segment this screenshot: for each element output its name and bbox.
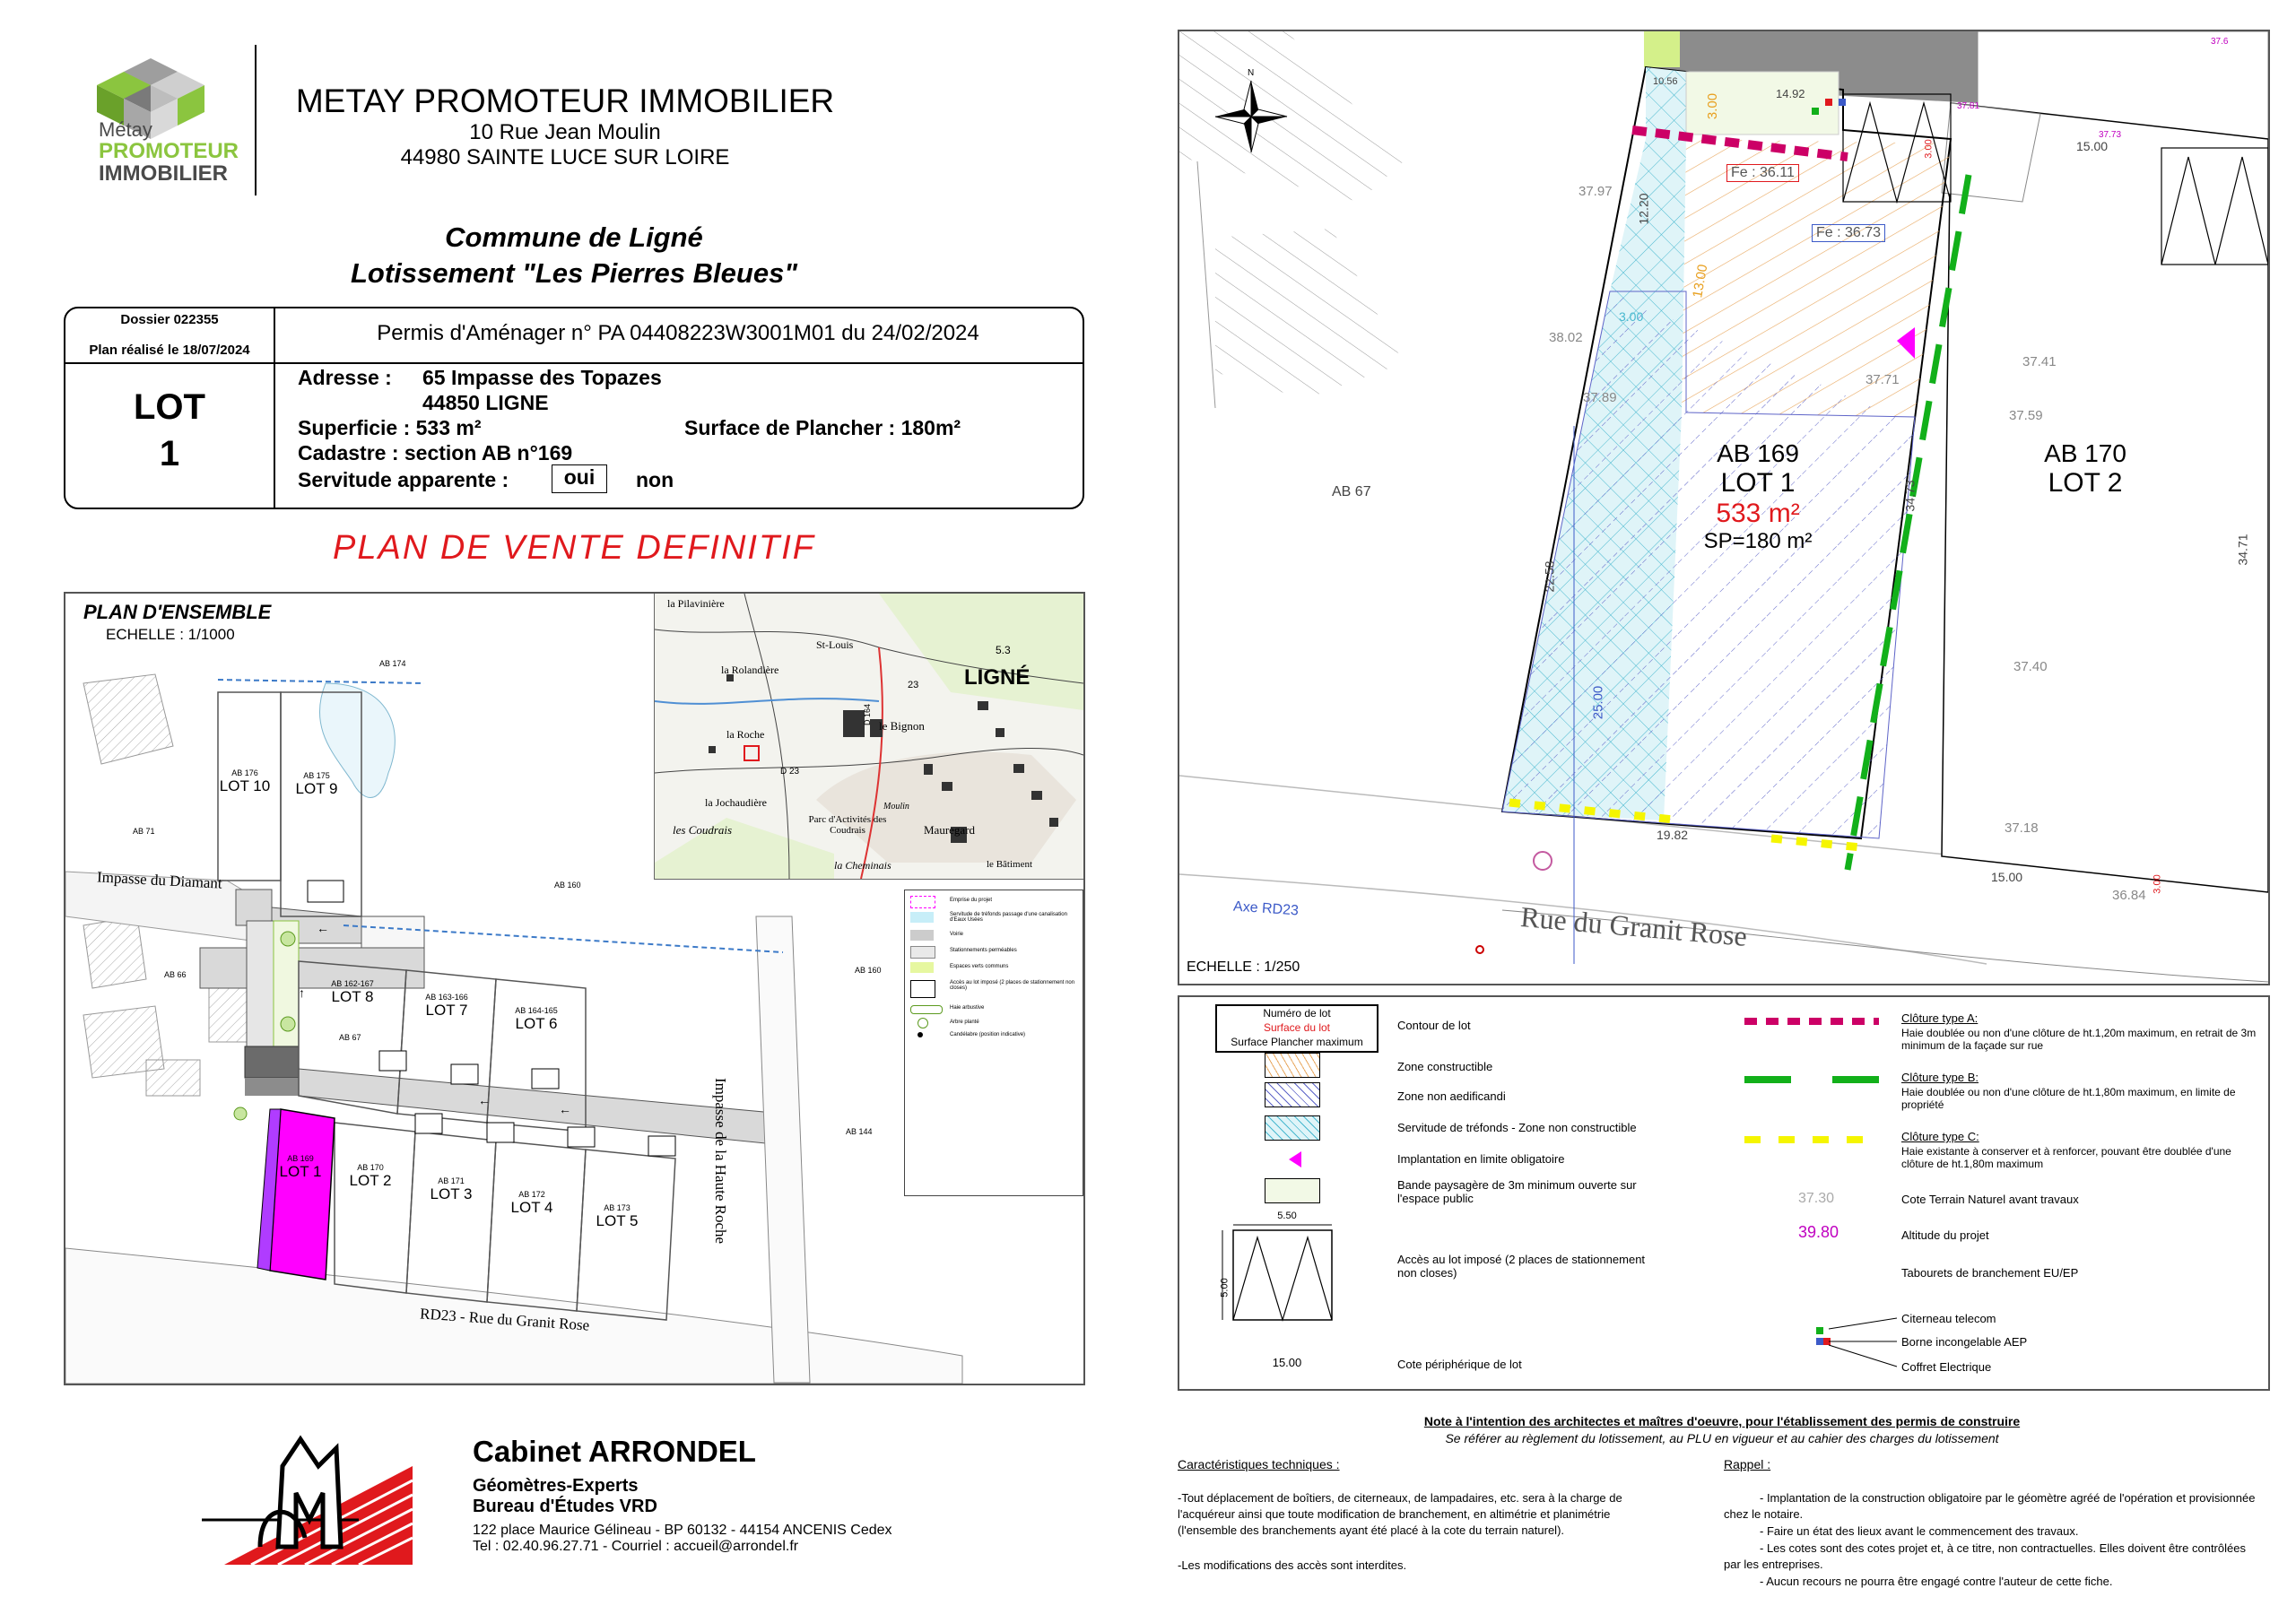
alt-10: 37.81 bbox=[1957, 101, 1980, 111]
alt-5: 37.41 bbox=[2022, 354, 2057, 369]
logo-text-metay: Métay bbox=[99, 118, 152, 141]
dim-2: 12.20 bbox=[1636, 193, 1651, 225]
servitude-label: Servitude apparente : bbox=[298, 468, 509, 491]
promoter-street: 10 Rue Jean Moulin bbox=[469, 120, 661, 144]
map-place-bignon: le Bignon bbox=[879, 719, 925, 733]
legend-servitude: Servitude de tréfonds - Zone non constructible bbox=[1397, 1121, 1637, 1134]
tech-p2: -Les modifications des accès sont interdites. bbox=[1178, 1558, 1407, 1572]
legend-implantation-icon bbox=[1289, 1151, 1301, 1167]
cadastre: Cadastre : section AB n°169 bbox=[298, 441, 573, 464]
ensemble-lot1 bbox=[270, 1109, 335, 1280]
rappel-2: - Faire un état des lieux avant le commencement des travaux. bbox=[1760, 1524, 2079, 1538]
map-place-cheminais: la Cheminais bbox=[834, 859, 891, 872]
detail-lot1-ref: AB 169 bbox=[1717, 439, 1799, 467]
rappel-3: - Les cotes sont des cotes projet et, à ce titre, non contractuelles. Elles doivent être contrôlées par les entreprises. bbox=[1724, 1541, 2246, 1571]
promoter-logo bbox=[88, 45, 257, 195]
legend-constructible: Zone constructible bbox=[1397, 1060, 1493, 1073]
map-place-batiment: le Bâtiment bbox=[987, 859, 1033, 870]
legend-citerneau-icon bbox=[1816, 1327, 1823, 1334]
servitude-non: non bbox=[636, 468, 674, 491]
tech-title: Caractéristiques techniques : bbox=[1178, 1457, 1340, 1471]
parcel-ab67: AB 67 bbox=[339, 1033, 361, 1042]
alt-6: 37.59 bbox=[2009, 408, 2043, 423]
plan-ensemble bbox=[64, 592, 1085, 1385]
map-place-pilaviniere: la Pilavinière bbox=[667, 597, 725, 610]
legend-cloture-b-text: Haie doublée ou non d'une clôture de ht.1,80m maximum, en limite de propriété bbox=[1901, 1086, 2236, 1111]
dim-9: 19.82 bbox=[1657, 828, 1689, 842]
legend-cote-tn-value: 37.30 bbox=[1798, 1191, 1835, 1206]
dossier-number: Dossier 022355 bbox=[120, 312, 219, 327]
legend-cloture-c-swatch bbox=[1744, 1136, 1879, 1143]
legend-lot-box: Numéro de lot Surface du lot Surface Plancher maximum bbox=[1215, 1004, 1378, 1053]
detail-lot1-label bbox=[1655, 439, 1861, 554]
project-title bbox=[269, 220, 879, 291]
dim-14: 3.00 bbox=[2152, 874, 2163, 894]
alt-2: 38.02 bbox=[1549, 330, 1583, 345]
legend-bande-swatch bbox=[1265, 1178, 1320, 1203]
legend-bande: Bande paysagère de 3m minimum ouverte sur l'espace public bbox=[1397, 1178, 1637, 1205]
promoter-name: METAY PROMOTEUR IMMOBILIER bbox=[295, 82, 835, 119]
detail-lot1-area: 533 m² bbox=[1716, 499, 1800, 528]
dim-12: 14.92 bbox=[1776, 87, 1805, 100]
map-place-st-louis: St-Louis bbox=[816, 638, 854, 651]
legend-cloture-a-title: Clôture type A: bbox=[1901, 1011, 1979, 1025]
map-num-d164: D 164 bbox=[863, 703, 873, 726]
dim-13: 3.00 bbox=[1923, 139, 1935, 159]
dim-7: 34.73 bbox=[1902, 480, 1918, 512]
legend-alt-value: 39.80 bbox=[1798, 1223, 1839, 1241]
lot4-label: AB 172 LOT 4 bbox=[510, 1190, 553, 1216]
legend-cote-tn: Cote Terrain Naturel avant travaux bbox=[1901, 1193, 2079, 1206]
servitude-oui: oui bbox=[552, 464, 607, 493]
svg-text:↑: ↑ bbox=[299, 985, 305, 1000]
cabinet-address: 122 place Maurice Gélineau - BP 60132 - 44154 ANCENIS Cedex bbox=[473, 1523, 892, 1538]
legend-nonaedif: Zone non aedificandi bbox=[1397, 1089, 1506, 1103]
plan-date: Plan réalisé le 18/07/2024 bbox=[89, 343, 250, 358]
tech-p1: -Tout déplacement de boîtiers, de citerneaux, de lampadaires, etc. sera à la charge de l'acquéreur ainsi que toute modification de branchement, en altimétrie et planimétrie (l'ensemble des branchements ayant été placé à la cote du terrain naturel). bbox=[1178, 1491, 1622, 1537]
superficie: Superficie : 533 m² bbox=[298, 416, 482, 439]
detail-lot1-sp: SP=180 m² bbox=[1703, 529, 1813, 553]
notes-subtitle: Se référer au règlement du lotissement, au PLU en vigueur et au cahier des charges du lotissement bbox=[1445, 1431, 1999, 1445]
parcel-ab144: AB 144 bbox=[846, 1127, 873, 1136]
parcel-ab160: AB 160 bbox=[554, 881, 581, 890]
lot3-label: AB 171 LOT 3 bbox=[430, 1176, 473, 1202]
legend-cloture-a-swatch bbox=[1744, 1018, 1879, 1025]
rappel-title: Rappel : bbox=[1724, 1457, 1771, 1471]
plan-title: PLAN DE VENTE DEFINITIF bbox=[333, 529, 815, 567]
legend bbox=[1178, 995, 2270, 1391]
lot5-label: AB 173 LOT 5 bbox=[596, 1203, 639, 1229]
svg-text:N: N bbox=[1248, 68, 1255, 78]
alt-7: 37.40 bbox=[2013, 659, 2048, 674]
mini-legend: Emprise du projet Servitude de tréfonds passage d'une canalisation d'Eaux Usées Voirie Stationnements perméables Espaces verts communs Accès au lot imposé (2 places de stationnement non closes) Haie arbustive Arbre planté Candélabre (position indicative) bbox=[904, 890, 1083, 1196]
parcel-ab160b: AB 160 bbox=[855, 966, 882, 975]
map-place-la-roche: la Roche bbox=[726, 728, 765, 741]
adresse-label: Adresse : bbox=[298, 366, 392, 389]
cabinet-name: Cabinet ARRONDEL bbox=[473, 1435, 756, 1468]
detail-fe2: Fe : 36.73 bbox=[1812, 224, 1885, 242]
parcel-ab66: AB 66 bbox=[164, 970, 187, 979]
lot2-label: AB 170 LOT 2 bbox=[349, 1163, 392, 1189]
alt-3: 37.89 bbox=[1583, 390, 1617, 405]
legend-dim-500: 5.00 bbox=[1219, 1278, 1231, 1298]
detail-plan bbox=[1178, 30, 2270, 985]
legend-citerneau: Citerneau telecom bbox=[1901, 1312, 1996, 1325]
detail-lot2-name: LOT 2 bbox=[2048, 468, 2123, 498]
cabinet-logo bbox=[197, 1430, 422, 1565]
legend-cloture-c-title: Clôture type C: bbox=[1901, 1130, 1979, 1143]
alt-11: 37.73 bbox=[2099, 130, 2122, 140]
cabinet-info bbox=[473, 1435, 1011, 1555]
ensemble-scale: ECHELLE : 1/1000 bbox=[106, 626, 235, 643]
promoter-header bbox=[269, 82, 861, 170]
impasse-haute-roche: Impasse de la Haute Roche bbox=[712, 1078, 729, 1245]
map-num-d23: D 23 bbox=[780, 767, 800, 777]
legend-leaders bbox=[1827, 1311, 1899, 1383]
detail-street: Rue du Granit Rose bbox=[1518, 900, 1749, 952]
detail-lot2-label bbox=[1987, 439, 2184, 499]
cabinet-contact: Tel : 02.40.96.27.71 - Courriel : accueil@arrondel.fr bbox=[473, 1539, 799, 1554]
cabinet-line2: Bureau d'Études VRD bbox=[473, 1497, 657, 1516]
map-place-parc: Parc d'Activités des Coudrais bbox=[808, 814, 887, 836]
legend-cloture-a-text: Haie doublée ou non d'une clôture de ht.1,20m maximum, en retrait de 3m minimum de la façade sur rue bbox=[1901, 1027, 2257, 1052]
alt-4: 37.71 bbox=[1866, 372, 1900, 387]
detail-fe1: Fe : 36.11 bbox=[1726, 164, 1799, 182]
dim-10: 15.00 bbox=[1991, 870, 2023, 884]
lot7-label: AB 163-166 LOT 7 bbox=[425, 993, 468, 1019]
surface-plancher: Surface de Plancher : 180m² bbox=[684, 416, 961, 439]
dim-3: 13.00 bbox=[1690, 263, 1711, 299]
rd23-label: RD23 - Rue du Granit Rose bbox=[419, 1305, 590, 1334]
legend-coffret: Coffret Electrique bbox=[1901, 1360, 1992, 1374]
map-place-moulin: Moulin bbox=[883, 802, 909, 812]
svg-text:←: ← bbox=[317, 921, 329, 935]
lot9-label: AB 175 LOT 9 bbox=[295, 771, 338, 797]
adresse-line1: 65 Impasse des Topazes bbox=[422, 366, 662, 389]
map-num-23: 23 bbox=[908, 680, 919, 690]
dim-4: 3.00 bbox=[1619, 309, 1644, 324]
dim-6: 25.00 bbox=[1590, 685, 1606, 720]
dim-15: 10.56 bbox=[1653, 76, 1678, 87]
alt-1: 37.97 bbox=[1578, 184, 1613, 199]
legend-dim-550: 5.50 bbox=[1277, 1211, 1297, 1221]
legend-borne: Borne incongelable AEP bbox=[1901, 1335, 2028, 1349]
alt-9: 36.84 bbox=[2112, 888, 2146, 903]
cabinet-line1: Géomètres-Experts bbox=[473, 1476, 639, 1496]
commune-name: Commune de Ligné bbox=[445, 221, 703, 253]
alt-12: 37.6 bbox=[2211, 37, 2229, 47]
legend-cote-peri: Cote périphérique de lot bbox=[1397, 1358, 1522, 1371]
location-map bbox=[654, 594, 1083, 880]
permis-text: Permis d'Aménager n° PA 04408223W3001M01 du 24/02/2024 bbox=[377, 321, 979, 345]
legend-acces-icon bbox=[1215, 1221, 1341, 1329]
legend-cloture-b-swatch bbox=[1744, 1076, 1879, 1083]
legend-acces: Accès au lot imposé (2 places de stationnement non closes) bbox=[1397, 1253, 1646, 1280]
legend-tabourets: Tabourets de branchement EU/EP bbox=[1901, 1266, 2079, 1280]
lot6-label: AB 164-165 LOT 6 bbox=[515, 1006, 558, 1032]
detail-axe: Axe RD23 bbox=[1232, 898, 1300, 919]
lot-word: LOT bbox=[134, 387, 205, 427]
map-num-53: 5.3 bbox=[996, 644, 1011, 656]
legend-cloture-b-title: Clôture type B: bbox=[1901, 1071, 1979, 1084]
detail-scale: ECHELLE : 1/250 bbox=[1187, 959, 1300, 975]
detail-ab67: AB 67 bbox=[1332, 484, 1371, 499]
legend-dim-1500: 15.00 bbox=[1272, 1356, 1302, 1369]
dim-1: 3.00 bbox=[1705, 92, 1721, 120]
dim-11: 15.00 bbox=[2076, 139, 2109, 153]
adresse-line2: 44850 LIGNE bbox=[422, 391, 549, 414]
lot-number: 1 bbox=[159, 434, 180, 473]
logo-text-immobilier: IMMOBILIER bbox=[99, 161, 228, 186]
notes-title: Note à l'intention des architectes et maîtres d'oeuvre, pour l'établissement des permis de construire bbox=[1423, 1414, 2021, 1428]
alt-8: 37.18 bbox=[2005, 820, 2039, 836]
ensemble-title: PLAN D'ENSEMBLE bbox=[83, 601, 272, 623]
legend-contour: Contour de lot bbox=[1397, 1019, 1471, 1032]
legend-alt: Altitude du projet bbox=[1901, 1228, 1989, 1242]
detail-lot2-ref: AB 170 bbox=[2044, 439, 2126, 467]
legend-implantation: Implantation en limite obligatoire bbox=[1397, 1152, 1565, 1166]
arrondel-logo-icon bbox=[197, 1430, 422, 1565]
map-place-rolandiere: la Rolandière bbox=[721, 664, 779, 676]
map-place-mauregard: Mauregard bbox=[924, 823, 976, 837]
dim-5: 22.58 bbox=[1542, 560, 1557, 593]
svg-text:←: ← bbox=[478, 1093, 491, 1107]
detail-lot1-name: LOT 1 bbox=[1720, 468, 1796, 498]
lot8-label: AB 162-167 LOT 8 bbox=[331, 979, 374, 1005]
map-place-coudrais: les Coudrais bbox=[673, 823, 733, 837]
rappel-4: - Aucun recours ne pourra être engagé contre l'auteur de cette fiche. bbox=[1760, 1575, 2113, 1588]
legend-nonaedif-swatch bbox=[1265, 1082, 1320, 1107]
promoter-city: 44980 SAINTE LUCE SUR LOIRE bbox=[400, 145, 730, 169]
parcel-ab174: AB 174 bbox=[379, 659, 406, 668]
svg-text:←: ← bbox=[559, 1102, 571, 1116]
lotissement-name: Lotissement "Les Pierres Bleues" bbox=[350, 257, 798, 289]
lot10-label: AB 176 LOT 10 bbox=[219, 768, 271, 794]
map-place-ligne: LIGNÉ bbox=[964, 665, 1031, 690]
parcel-ab71: AB 71 bbox=[133, 827, 155, 836]
impasse-diamant: Impasse du Diamant bbox=[96, 868, 223, 892]
map-place-jochaudiere: la Jochaudière bbox=[705, 796, 767, 809]
legend-servitude-swatch bbox=[1265, 1115, 1320, 1141]
legend-constructible-swatch bbox=[1265, 1053, 1320, 1078]
legend-coffret-icon bbox=[1816, 1338, 1823, 1345]
dim-8: 34.71 bbox=[2235, 534, 2250, 566]
legend-cloture-c-text: Haie existante à conserver et à renforcer, pouvant être doublée d'une clôture de ht.1,80m maximum bbox=[1901, 1145, 2231, 1170]
lot1-label: AB 169 LOT 1 bbox=[279, 1154, 322, 1180]
logo-text-promoteur: PROMOTEUR bbox=[99, 139, 239, 163]
info-box bbox=[64, 307, 1084, 509]
rappel-1: - Implantation de la construction obligatoire par le géomètre agréé de l'opération et provisionnée chez le notaire. bbox=[1724, 1491, 2256, 1521]
